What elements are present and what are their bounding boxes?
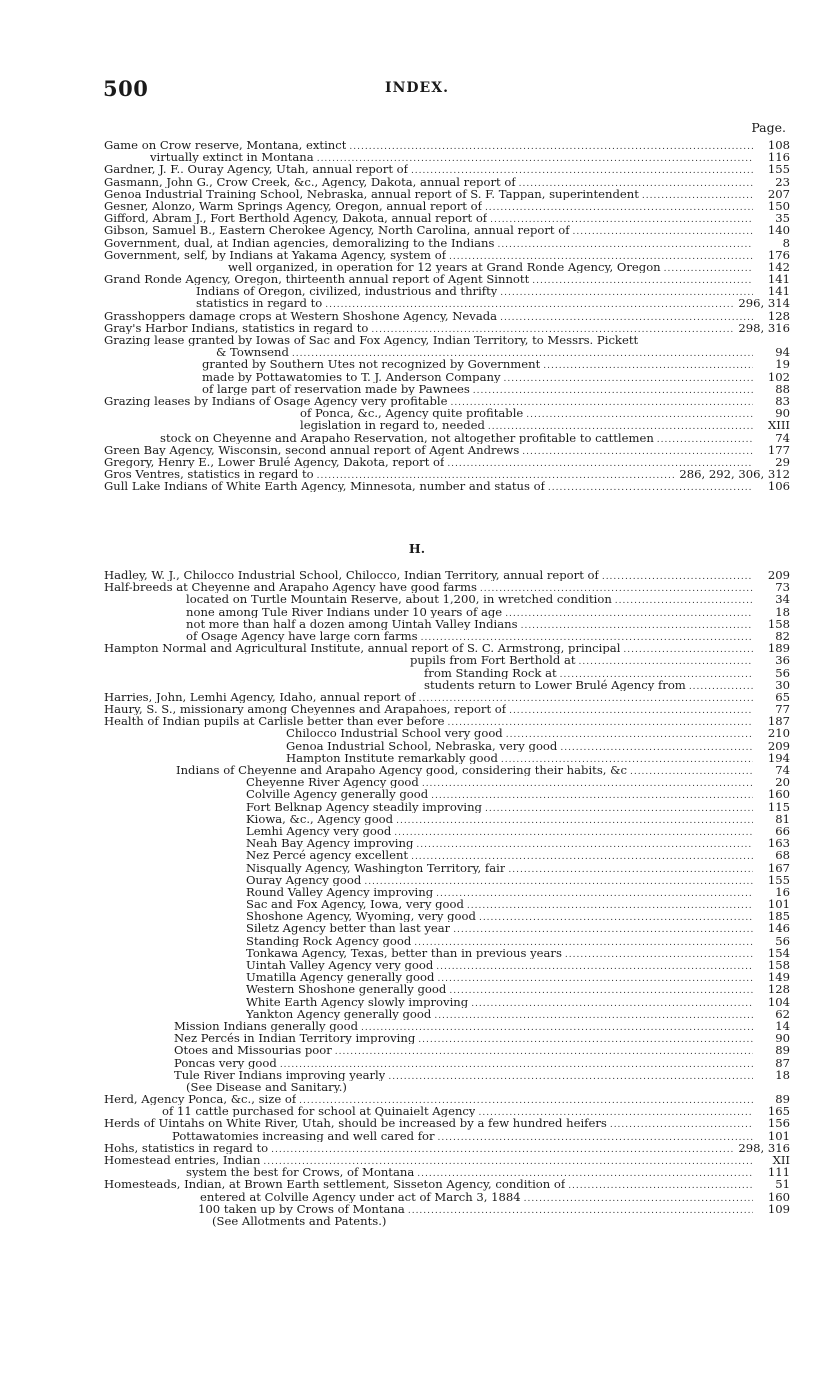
index-entry-page: 88	[775, 381, 790, 396]
index-entry	[104, 569, 790, 581]
index-entry-page: 298, 316	[738, 1140, 790, 1155]
index-entry-page: 56	[775, 665, 790, 680]
index-entry-page: 156	[767, 1116, 790, 1131]
index-entry-page: 90	[775, 406, 790, 421]
index-entry-text: Standing Rock Agency good	[246, 934, 412, 947]
index-entry-text: Gros Ventres, statistics in regard to	[104, 468, 314, 481]
index-entry	[104, 395, 790, 407]
index-entry	[104, 480, 790, 492]
index-entry-text: pupils from Fort Berthold at	[410, 654, 576, 667]
index-entry-page: 165	[767, 1104, 790, 1119]
index-entry	[104, 618, 790, 630]
index-entry-text: Ouray Agency good	[246, 873, 362, 886]
index-entry-text: Colville Agency generally good	[246, 788, 429, 801]
index-entry	[104, 910, 790, 922]
index-entry-text: Tonkawa Agency, Texas, better than in previous years	[246, 946, 562, 960]
index-entry-page: 194	[767, 750, 790, 765]
index-entry-page: 82	[775, 628, 790, 643]
index-entry-page: 102	[767, 369, 790, 384]
index-entry-page: 146	[767, 921, 790, 936]
index-entry-text: statistics in regard to	[196, 297, 323, 310]
index-entry-text: well organized, in operation for 12 years at Grand Ronde Agency, Oregon	[228, 260, 661, 274]
index-entry	[104, 983, 790, 995]
index-entry-page: 108	[767, 138, 790, 152]
index-entry	[104, 959, 790, 971]
index-entry-page: 65	[775, 689, 790, 704]
index-entry-text: Genoa Industrial Training School, Nebraska, annual report of S. F. Tappan, superintendent	[104, 187, 639, 200]
index-entry-page: 74	[775, 763, 790, 777]
index-entry	[104, 1154, 790, 1166]
index-entry	[104, 371, 790, 383]
index-entry-text: Poncas very good	[174, 1056, 277, 1069]
index-entry-text: Harries, John, Lemhi Agency, Idaho, annual report of	[104, 690, 416, 704]
index-entry-text: Gardner, J. F.. Ouray Agency, Utah, annual report of	[104, 163, 408, 176]
index-entry-page: 177	[767, 442, 790, 457]
index-entry	[104, 862, 790, 874]
index-entry-text: Mission Indians generally good	[174, 1019, 359, 1033]
index-entry-text: Gray's Harbor Indians, statistics in regard to	[104, 321, 369, 335]
index-entry-page: 141	[767, 284, 790, 299]
index-entry-page: 286, 292, 306, 312	[679, 467, 790, 482]
index-entry-page: 14	[775, 1018, 790, 1033]
index-entry-page: 163	[767, 836, 790, 851]
index-entry-text: stock on Cheyenne and Arapaho Reservation, not altogether profitable to cattlemen	[160, 431, 654, 444]
index-entry	[104, 886, 790, 898]
index-entry	[104, 630, 790, 642]
index-entry-text: of Ponca, &c., Agency quite profitable	[300, 407, 524, 420]
index-entry	[104, 310, 790, 322]
index-entry-page: 298, 316	[738, 320, 790, 335]
index-entry-text: Nisqually Agency, Washington Territory, fair	[246, 861, 506, 874]
index-entry-text: Lemhi Agency very good	[246, 824, 392, 838]
index-entry	[104, 874, 790, 886]
index-entry	[104, 1020, 790, 1032]
index-entry	[104, 703, 790, 715]
index-entry-page: 150	[767, 198, 790, 213]
index-entry-page: 30	[775, 677, 790, 692]
index-entry-text: entered at Colville Agency under act of March 3, 1884	[200, 1190, 521, 1203]
index-entry-page: 62	[775, 1006, 790, 1021]
index-entry	[104, 935, 790, 947]
index-entry-text: virtually extinct in Montana	[150, 151, 314, 164]
index-entry-text: Umatilla Agency generally good	[246, 971, 435, 984]
index-entry-page: 176	[767, 247, 790, 262]
index-entry	[104, 1057, 790, 1069]
index-entry-page: 90	[775, 1031, 790, 1046]
index-entry	[104, 407, 790, 419]
index-entry-page: 140	[767, 223, 790, 238]
index-entry-page: 104	[767, 994, 790, 1009]
index-entry	[104, 593, 790, 605]
index-entry-page: 210	[767, 726, 790, 741]
index-entry-text: system the best for Crows, of Montana	[186, 1166, 415, 1179]
index-entry	[104, 776, 790, 788]
index-entry-page: 89	[775, 1043, 790, 1058]
index-entry-page: 74	[775, 430, 790, 445]
index-entry	[104, 1191, 790, 1203]
index-entry-page: 20	[775, 775, 790, 790]
page-column-label: Page.	[751, 120, 786, 135]
index-entry-text: Western Shoshone generally good	[246, 983, 447, 996]
index-entry	[104, 581, 790, 593]
index-entry-page: 128	[767, 308, 790, 323]
index-entry-page: 106	[767, 479, 790, 494]
index-entry-text: Haury, S. S., missionary among Cheyennes and Arapahoes, report of	[104, 703, 507, 716]
index-entry-page: 158	[767, 958, 790, 972]
index-entry-text: made by Pottawatomies to T. J. Anderson Company	[202, 370, 501, 383]
index-entry-text: not more than half a dozen among Uintah Valley Indians	[186, 617, 518, 630]
index-entry	[104, 212, 790, 224]
index-entry-text: Gesner, Alonzo, Warm Springs Agency, Oregon, annual report of	[104, 199, 482, 213]
index-entry-text: Shoshone Agency, Wyoming, very good	[246, 910, 476, 923]
index-entry-text: White Earth Agency slowly improving	[246, 995, 469, 1008]
index-entry-text: from Standing Rock at	[424, 666, 557, 679]
index-entry-text: Yankton Agency generally good	[246, 1007, 432, 1020]
index-entry	[104, 249, 790, 261]
index-entry	[104, 727, 790, 739]
index-entry-page: 87	[775, 1055, 790, 1070]
index-entry-page: 101	[767, 1128, 790, 1143]
page-title: INDEX.	[385, 80, 449, 96]
index-entry-text: located on Turtle Mountain Reserve, about 1,200, in wretched condition	[186, 593, 612, 606]
index-entry-text: Green Bay Agency, Wisconsin, second annual report of Agent Andrews	[104, 443, 520, 456]
index-entry-page: 155	[767, 162, 790, 177]
index-entry-text: Siletz Agency better than last year	[246, 922, 451, 935]
index-entry-text: Herds of Uintahs on White River, Utah, should be increased by a few hundred heifers	[104, 1117, 607, 1130]
index-entry	[104, 1008, 790, 1020]
index-entry-text: Grazing lease granted by Iowas of Sac and Fox Agency, Indian Territory, to Messrs. Pickett	[104, 334, 639, 347]
index-entry-text: Gasmann, John G., Crow Creek, &c., Agency, Dakota, annual report of	[104, 175, 516, 188]
index-entry-page: 115	[767, 799, 790, 814]
index-entry	[104, 1166, 790, 1178]
index-entry	[104, 715, 790, 727]
index-entry-page: 19	[775, 357, 790, 372]
index-entry-page: 154	[767, 945, 790, 960]
index-entry-page: 160	[767, 1189, 790, 1204]
index-entry-page: 18	[775, 604, 790, 619]
index-entry-page: 34	[775, 592, 790, 607]
index-entry-text: Indians of Oregon, civilized, industrious and thrifty	[196, 285, 498, 298]
index-entry-text: Gull Lake Indians of White Earth Agency, Minnesota, number and status of	[104, 480, 545, 493]
index-entry	[104, 801, 790, 813]
index-entry-text: Chilocco Industrial School very good	[286, 727, 503, 740]
index-entry-page: 167	[767, 860, 790, 875]
index-entry-page: 56	[775, 933, 790, 948]
index-entry-page: 36	[775, 653, 790, 668]
index-entry	[104, 1105, 790, 1117]
index-entry-text: Gifford, Abram J., Fort Berthold Agency, Dakota, annual report of	[104, 212, 488, 225]
index-entry-text: of Osage Agency have large corn farms	[186, 629, 418, 643]
index-entry-page: XII	[772, 1153, 790, 1167]
index-entry-page: 116	[767, 150, 790, 165]
index-entry	[104, 297, 790, 309]
index-entry	[104, 1117, 790, 1129]
index-entry	[104, 642, 790, 654]
index-entry-text: legislation in regard to, needed	[300, 419, 485, 432]
index-entry-page: 16	[775, 884, 790, 899]
index-entry-page: 83	[775, 393, 790, 408]
index-entry-text: 100 taken up by Crows of Montana	[198, 1202, 405, 1215]
index-entry	[104, 1081, 790, 1093]
index-entry	[104, 947, 790, 959]
index-entry-page: 141	[767, 272, 790, 287]
dot-leader	[548, 482, 753, 494]
index-entry	[104, 432, 790, 444]
index-entry-text: Nez Percés in Indian Territory improving	[174, 1032, 416, 1045]
index-entry-text: Hohs, statistics in regard to	[104, 1141, 269, 1155]
index-entry	[104, 419, 790, 431]
index-entry-text: Homestead entries, Indian	[104, 1154, 261, 1167]
index-entry	[104, 468, 790, 480]
index-entry	[104, 606, 790, 618]
index-entry-page: 160	[767, 787, 790, 802]
index-entry-text: granted by Southern Utes not recognized by Government	[202, 358, 541, 371]
index-entry	[104, 163, 790, 175]
index-entry-text: Hadley, W. J., Chilocco Industrial School, Chilocco, Indian Territory, annual report of	[104, 569, 599, 582]
index-entry-page: 8	[782, 235, 790, 250]
index-entry	[104, 764, 790, 776]
index-entry	[104, 679, 790, 691]
index-entry-text: Nez Percé agency excellent	[246, 849, 409, 862]
index-entry-text: Grasshoppers damage crops at Western Shoshone Agency, Nevada	[104, 309, 498, 322]
index-entry	[104, 176, 790, 188]
index-entry-page: 209	[767, 568, 790, 582]
index-entry-text: Otoes and Missourias poor	[174, 1044, 332, 1057]
index-entry-page: 128	[767, 982, 790, 997]
index-entry	[104, 224, 790, 236]
index-entry-page: 77	[775, 702, 790, 717]
index-entry-page: 73	[775, 580, 790, 595]
index-entry-text: Grazing leases by Indians of Osage Agency very profitable	[104, 394, 448, 408]
index-entry-page: 111	[767, 1165, 790, 1180]
index-entry-page: 66	[775, 823, 790, 838]
index-entry-page: 68	[775, 848, 790, 863]
index-entry	[104, 1069, 790, 1081]
index-entry	[104, 788, 790, 800]
index-entry-text: (See Allotments and Patents.)	[212, 1214, 387, 1228]
index-entry-text: Fort Belknap Agency steadily improving	[246, 800, 482, 813]
index-entry	[104, 654, 790, 666]
index-entry-page: 51	[775, 1177, 790, 1192]
index-entry-page: 89	[775, 1092, 790, 1107]
index-entry-text: Herd, Agency Ponca, &c., size of	[104, 1093, 297, 1106]
section-heading-h: H.	[408, 541, 426, 556]
index-entry-page: 109	[767, 1201, 790, 1216]
index-entry	[104, 1142, 790, 1154]
index-entry-text: students return to Lower Brulé Agency from	[424, 678, 686, 691]
index-entry-page: 296, 314	[738, 296, 790, 311]
index-entry	[104, 667, 790, 679]
index-entry-page: 29	[775, 454, 790, 469]
index-entry	[104, 346, 790, 358]
index-entry-text: Round Valley Agency improving	[246, 885, 434, 899]
index-entry	[104, 740, 790, 752]
index-entry	[104, 849, 790, 861]
index-entry	[104, 261, 790, 273]
index-entry	[104, 1178, 790, 1190]
index-entry	[104, 358, 790, 370]
index-entry	[104, 1215, 790, 1227]
index-entry	[104, 285, 790, 297]
index-entry-text: (See Disease and Sanitary.)	[186, 1080, 347, 1094]
index-entry-page: 158	[767, 616, 790, 631]
index-entry	[104, 273, 790, 285]
index-entry-text: Sac and Fox Agency, Iowa, very good	[246, 898, 464, 911]
index-entry-text: Game on Crow reserve, Montana, extinct	[104, 139, 347, 152]
index-entry-page: 155	[767, 872, 790, 887]
index-entry-text: Government, self, by Indians at Yakama Agency, system of	[104, 248, 446, 261]
index-entry-text: Half-breeds at Cheyenne and Arapaho Agency have good farms	[104, 581, 477, 594]
index-entry-page: 209	[767, 738, 790, 753]
index-entry-text: Pottawatomies increasing and well cared for	[172, 1129, 435, 1142]
index-entry	[104, 188, 790, 200]
page-number: 500	[103, 76, 149, 101]
index-entry	[104, 922, 790, 934]
index-entry	[104, 898, 790, 910]
index-entry	[104, 322, 790, 334]
index-entry	[104, 200, 790, 212]
index-entry	[104, 1032, 790, 1044]
index-entry	[104, 1203, 790, 1215]
index-entry-text: Homesteads, Indian, at Brown Earth settlement, Sisseton Agency, condition of	[104, 1178, 566, 1191]
index-entry-text: & Townsend	[216, 346, 289, 359]
index-entry	[104, 971, 790, 983]
index-entry	[104, 996, 790, 1008]
index-entry-page: 101	[767, 897, 790, 912]
index-entry-page: 18	[775, 1067, 790, 1082]
index-entry-text: Gibson, Samuel B., Eastern Cherokee Agency, North Carolina, annual report of	[104, 224, 570, 237]
index-entry	[104, 1093, 790, 1105]
index-entry-page: 187	[767, 714, 790, 729]
index-entry	[104, 383, 790, 395]
index-entry-text: of 11 cattle purchased for school at Quinaielt Agency	[162, 1105, 476, 1118]
index-entry	[104, 813, 790, 825]
index-entry	[104, 334, 790, 346]
index-entry	[104, 151, 790, 163]
index-entry-text: Grand Ronde Agency, Oregon, thirteenth annual report of Agent Sinnott	[104, 273, 530, 286]
index-entry-text: Tule River Indians improving yearly	[174, 1068, 386, 1081]
index-entry-text: Cheyenne River Agency good	[246, 776, 419, 789]
index-entry	[104, 837, 790, 849]
index-entry-text: Hampton Normal and Agricultural Institute, annual report of S. C. Armstrong, principal	[104, 642, 621, 655]
index-entry-page: 189	[767, 641, 790, 656]
index-entry	[104, 825, 790, 837]
index-entry	[104, 1044, 790, 1056]
index-entry-text: Genoa Industrial School, Nebraska, very good	[286, 739, 558, 752]
index-entry-text: Gregory, Henry E., Lower Brulé Agency, Dakota, report of	[104, 455, 445, 469]
index-entry-page: 81	[775, 811, 790, 826]
index-entry-page: XIII	[768, 418, 790, 433]
index-section-h	[104, 569, 790, 1227]
index-entry-text: Hampton Institute remarkably good	[286, 751, 498, 765]
index-entry-page: 23	[775, 174, 790, 189]
index-entry-text: Government, dual, at Indian agencies, demoralizing to the Indians	[104, 236, 495, 249]
index-entry-page: 35	[775, 211, 790, 226]
index-section-g	[104, 139, 790, 492]
index-entry	[104, 444, 790, 456]
index-entry-text: Uintah Valley Agency very good	[246, 959, 434, 972]
index-entry-page: 185	[767, 909, 790, 924]
index-entry-text: Kiowa, &c., Agency good	[246, 812, 394, 825]
index-entry-page: 207	[767, 186, 790, 201]
index-entry-page: 94	[775, 345, 790, 360]
index-entry-text: none among Tule River Indians under 10 years of age	[186, 605, 503, 618]
index-entry	[104, 1130, 790, 1142]
index-entry-text: Neah Bay Agency improving	[246, 837, 414, 850]
index-entry	[104, 237, 790, 249]
index-entry	[104, 139, 790, 151]
index-entry-text: Health of Indian pupils at Carlisle better than ever before	[104, 715, 445, 728]
index-entry	[104, 691, 790, 703]
index-entry-page: 142	[767, 259, 790, 274]
index-entry	[104, 752, 790, 764]
index-entry-text: Indians of Cheyenne and Arapaho Agency good, considering their habits, &c	[176, 764, 627, 777]
index-entry-page: 149	[767, 970, 790, 985]
index-entry-text: of large part of reservation made by Pawnees	[202, 382, 470, 395]
